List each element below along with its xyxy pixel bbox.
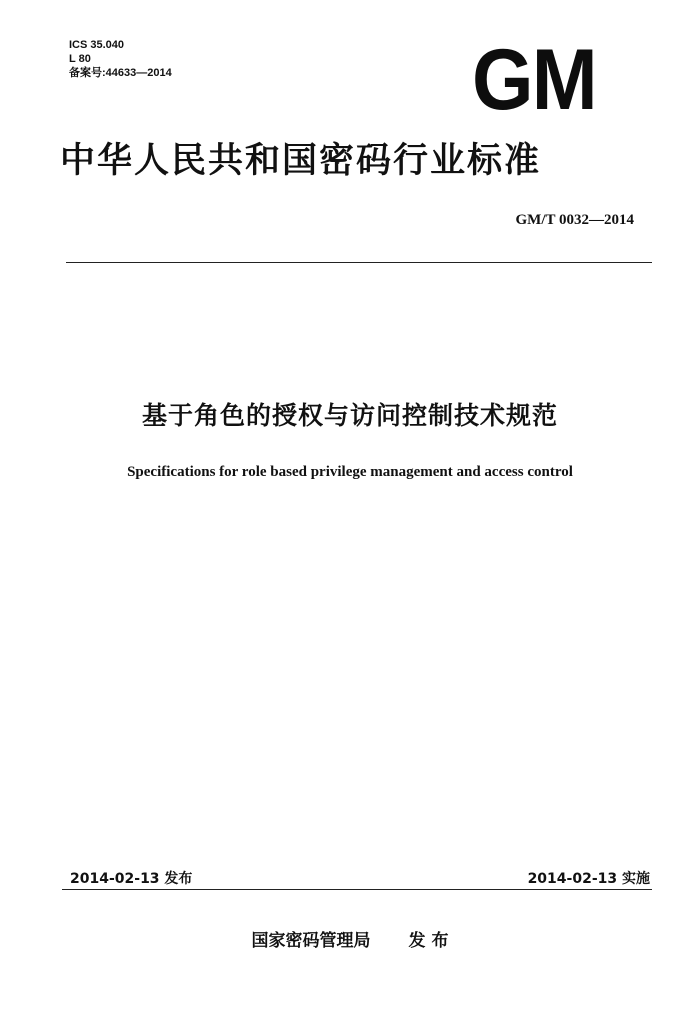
ics-code: ICS 35.040 bbox=[69, 39, 125, 51]
issuer-name: 国家密码管理局 bbox=[251, 931, 371, 951]
bottom-divider bbox=[62, 889, 652, 890]
record-number: 备案号:44633—2014 bbox=[69, 67, 172, 79]
classification-code: L 80 bbox=[69, 53, 91, 65]
release-date: 2014-02-13 发布 bbox=[70, 871, 193, 887]
gm-logo: GM bbox=[472, 32, 596, 128]
title-chinese: 基于角色的授权与访问控制技术规范 bbox=[141, 401, 558, 430]
top-divider bbox=[66, 262, 652, 263]
industry-standard-heading: 中华人民共和国密码行业标准 bbox=[60, 141, 542, 181]
issuer-line bbox=[0, 926, 700, 951]
issuer-action: 发 布 bbox=[408, 931, 449, 951]
title-english: Specifications for role based privilege management and access control bbox=[127, 464, 573, 480]
standard-number: GM/T 0032—2014 bbox=[515, 212, 634, 228]
implementation-date: 2014-02-13 实施 bbox=[527, 871, 650, 887]
document-metadata bbox=[69, 38, 172, 80]
